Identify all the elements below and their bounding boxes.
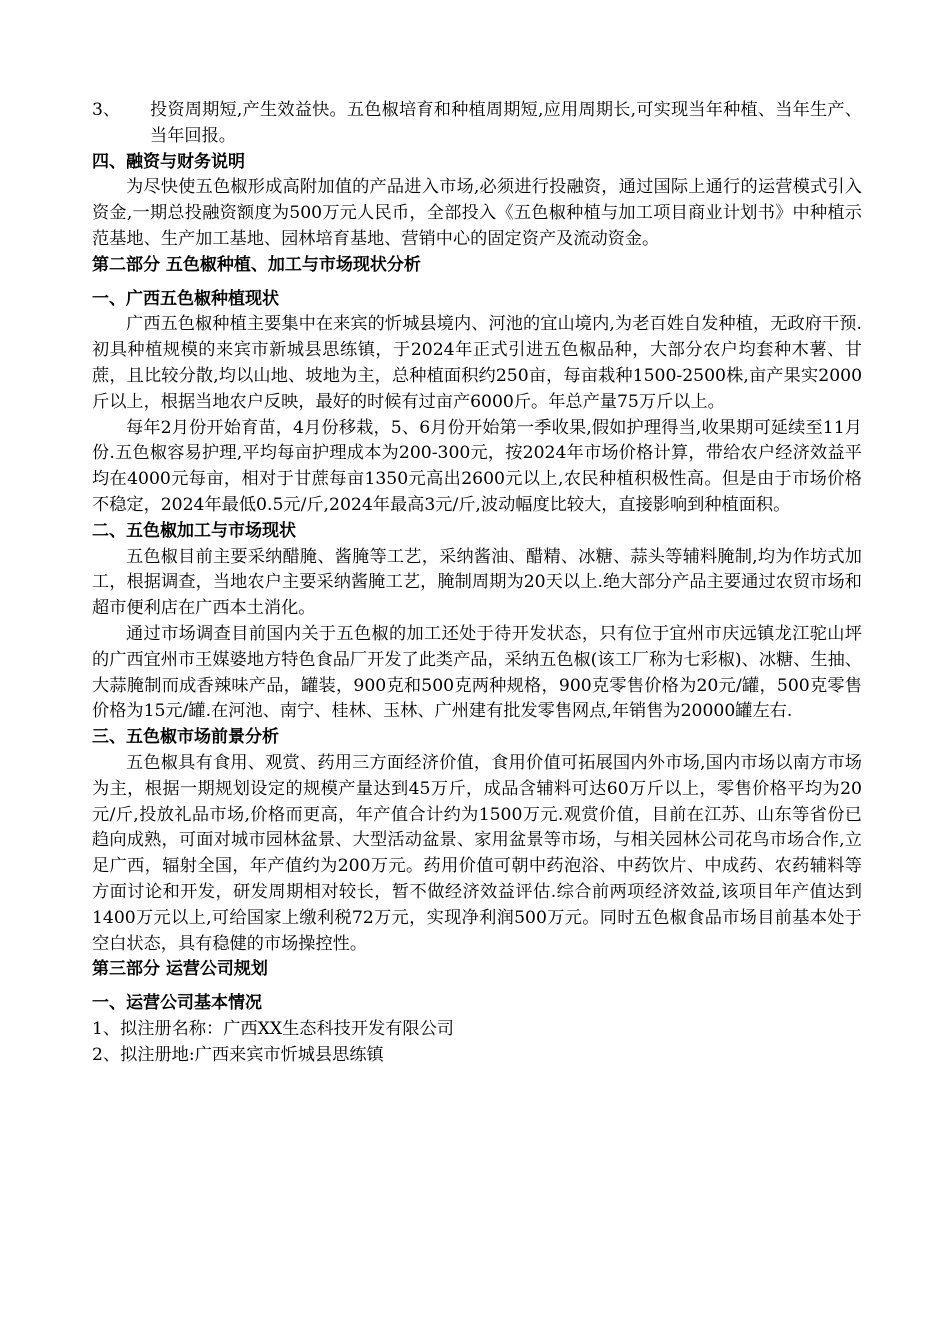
- part2-s1-heading: 一、广西五色椒种植现状: [92, 288, 279, 309]
- part2-s2-paragraph-1: 五色椒目前主要采纳醋腌、酱腌等工艺，采纳酱油、醋精、冰糖、蒜头等辅料腌制,均为作坊式加工，根据调查，当地农户主要采纳酱腌工艺，腌制周期为20天以上.绝大部分产品主要通过农贸市场和超市便利店在广西本土消化。: [92, 546, 862, 619]
- part2-s1-paragraph-2: 每年2月份开始育苗，4月份移栽，5、6月份开始第一季收果,假如护理得当,收果期可延续至11月份.五色椒容易护理,平均每亩护理成本为200-300元，按2024年市场价格计算，带给农户经济效益平均在4000元每亩，相对于甘蔗每亩1350元高出2600元以上,农民种植积极性高。但是由于市场价格不稳定，2024年最低0.5元/斤,2024年最高3元/斤,波动幅度比较大，直接影响到种植面积。: [92, 417, 862, 515]
- part2-s2-heading: 二、五色椒加工与市场现状: [92, 520, 296, 541]
- section4-paragraph: 为尽快使五色椒形成高附加值的产品进入市场,必须进行投融资，通过国际上通行的运营模式引入资金,一期总投融资额度为500万元人民币，全部投入《五色椒种植与加工项目商业计划书》中种植示范基地、生产加工基地、园林培育基地、营销中心的固定资产及流动资金。: [92, 177, 862, 249]
- section4-heading: 四、融资与财务说明: [92, 151, 245, 172]
- part2-s1-paragraph-1: 广西五色椒种植主要集中在来宾的忻城县境内、河池的宜山境内,为老百姓自发种植，无政府干预.初具种植规模的来宾市新城县思练镇，于2024年正式引进五色椒品种，大部分农户均套种木薯、甘蔗，且比较分散,均以山地、坡地为主，总种植面积约250亩，每亩栽种1500-2500株,亩产果实2000斤以上，根据当地农户反映，最好的时候有过亩产6000斤。年总产量75万斤以上。: [92, 314, 862, 412]
- part2-s2-paragraph-2: 通过市场调查目前国内关于五色椒的加工还处于待开发状态，只有位于宜州市庆远镇龙江驼山坪的广西宜州市王媒婆地方特色食品厂开发了此类产品，采纳五色椒(该工厂称为七彩椒)、冰糖、生抽、大蒜腌制而成香辣味产品，罐装，900克和500克两种规格，900克零售价格为20元/罐，500克零售价格为15元/罐.在河池、南宁、桂林、玉林、广州建有批发零售网点,年销售为20000罐左右.: [92, 623, 862, 722]
- part2-heading: 第二部分 五色椒种植、加工与市场现状分析: [92, 254, 421, 275]
- part3-heading: 第三部分 运营公司规划: [92, 959, 268, 980]
- part2-s3-paragraph-1: 五色椒具有食用、观赏、药用三方面经济价值，食用价值可拓展国内外市场,国内市场以南方市场为主，根据一期规划设定的规模产量达到45万斤，成品含辅料可达60万斤以上，零售价格平均为20元/斤,投放礼品市场,价格而更高，年产值合计约为1500万元.观赏价值，目前在江苏、山东等省份已趋向成熟，可面对城市园林盆景、大型活动盆景、家用盆景等市场，与相关园林公司花鸟市场合作,立足广西，辐射全国，年产值约为200万元。药用价值可朝中药泡浴、中药饮片、中成药、农药辅料等方面讨论和开发，研发周期相对较长，暂不做经济效益评估.综合前两项经济效益,该项目年产值达到1400万元以上,可给国家上缴利税72万元，实现净利润500万元。同时五色椒食品市场目前基本处于空白状态，具有稳健的市场操控性。: [92, 752, 862, 954]
- part3-s1-item-1: 1、拟注册名称：广西XX生态科技开发有限公司: [92, 1018, 454, 1039]
- document-page: [92, 98, 862, 1068]
- list-item-3: [92, 98, 862, 150]
- list-item-3-number: 3、: [92, 100, 121, 120]
- part2-s3-heading: 三、五色椒市场前景分析: [92, 727, 279, 748]
- part3-s1-item-2: 2、拟注册地:广西来宾市忻城县思练镇: [92, 1044, 384, 1065]
- list-item-3-text: 投资周期短,产生效益快。五色椒培育和种植周期短,应用周期长,可实现当年种植、当年生产、当年回报。: [150, 100, 862, 146]
- part3-s1-heading: 一、运营公司基本情况: [92, 993, 262, 1014]
